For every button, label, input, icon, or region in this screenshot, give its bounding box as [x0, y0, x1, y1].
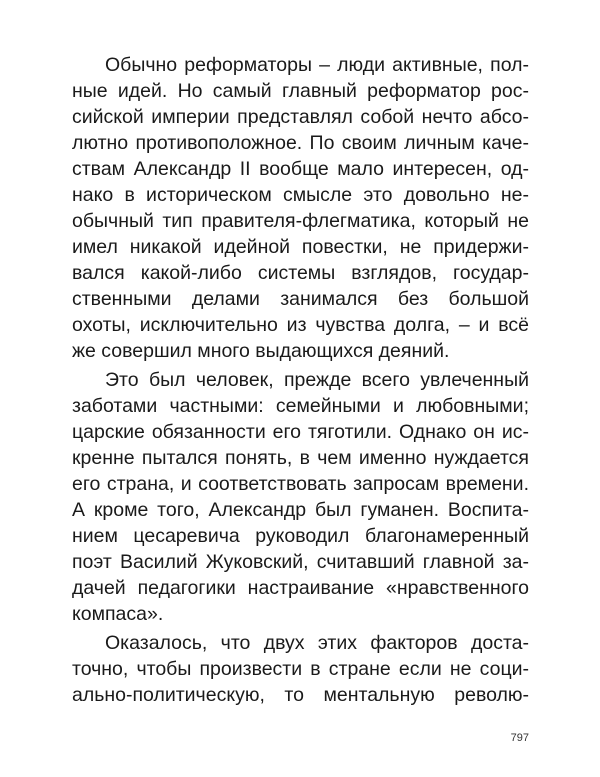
text-line: кренне пытался понять, в чем именно нуждается	[72, 447, 529, 469]
text-line: сийской империи представлял собой нечто абсо-	[72, 106, 529, 128]
text-line: охоты, исключительно из чувства долга, – и всё	[72, 314, 529, 336]
text-line: царские обязанности его тяготили. Однако он ис-	[72, 421, 529, 443]
text-line: имел никакой идейной повестки, не придержи-	[72, 236, 529, 258]
text-line: Это был человек, прежде всего увлеченный	[105, 369, 529, 391]
text-line: его страна, и соответствовать запросам времени.	[72, 473, 529, 495]
text-line: точно, чтобы произвести в стране если не соци-	[72, 658, 529, 680]
text-line: вался какой-либо системы взглядов, государ-	[72, 262, 529, 284]
text-line: же совершил много выдающихся деяний.	[72, 340, 450, 362]
text-line: компаса».	[72, 603, 164, 625]
page-number: 797	[510, 732, 529, 744]
text-line: ные идей. Но самый главный реформатор рос-	[72, 80, 529, 102]
text-line: Обычно реформаторы – люди активные, пол-	[105, 54, 529, 76]
text-line: заботами частными: семейными и любовными;	[72, 395, 529, 417]
text-line: ально-политическую, то ментальную револю-	[72, 684, 529, 706]
text-line: нако в историческом смысле это довольно не-	[72, 184, 529, 206]
text-line: поэт Василий Жуковский, считавший главной за-	[72, 551, 529, 573]
text-line: ствам Александр II вообще мало интересен, од-	[72, 158, 529, 180]
text-line: дачей педагогики настраивание «нравственного	[72, 577, 529, 599]
text-line: Оказалось, что двух этих факторов доста-	[105, 632, 529, 654]
text-line: лютно противоположное. По своим личным каче-	[72, 132, 529, 154]
text-line: нием цесаревича руководил благонамеренный	[72, 525, 529, 547]
text-line: обычный тип правителя-флегматика, который не	[72, 210, 529, 232]
text-line: ственными делами занимался без большой	[72, 288, 529, 310]
text-line: А кроме того, Александр был гуманен. Воспита-	[72, 499, 529, 521]
